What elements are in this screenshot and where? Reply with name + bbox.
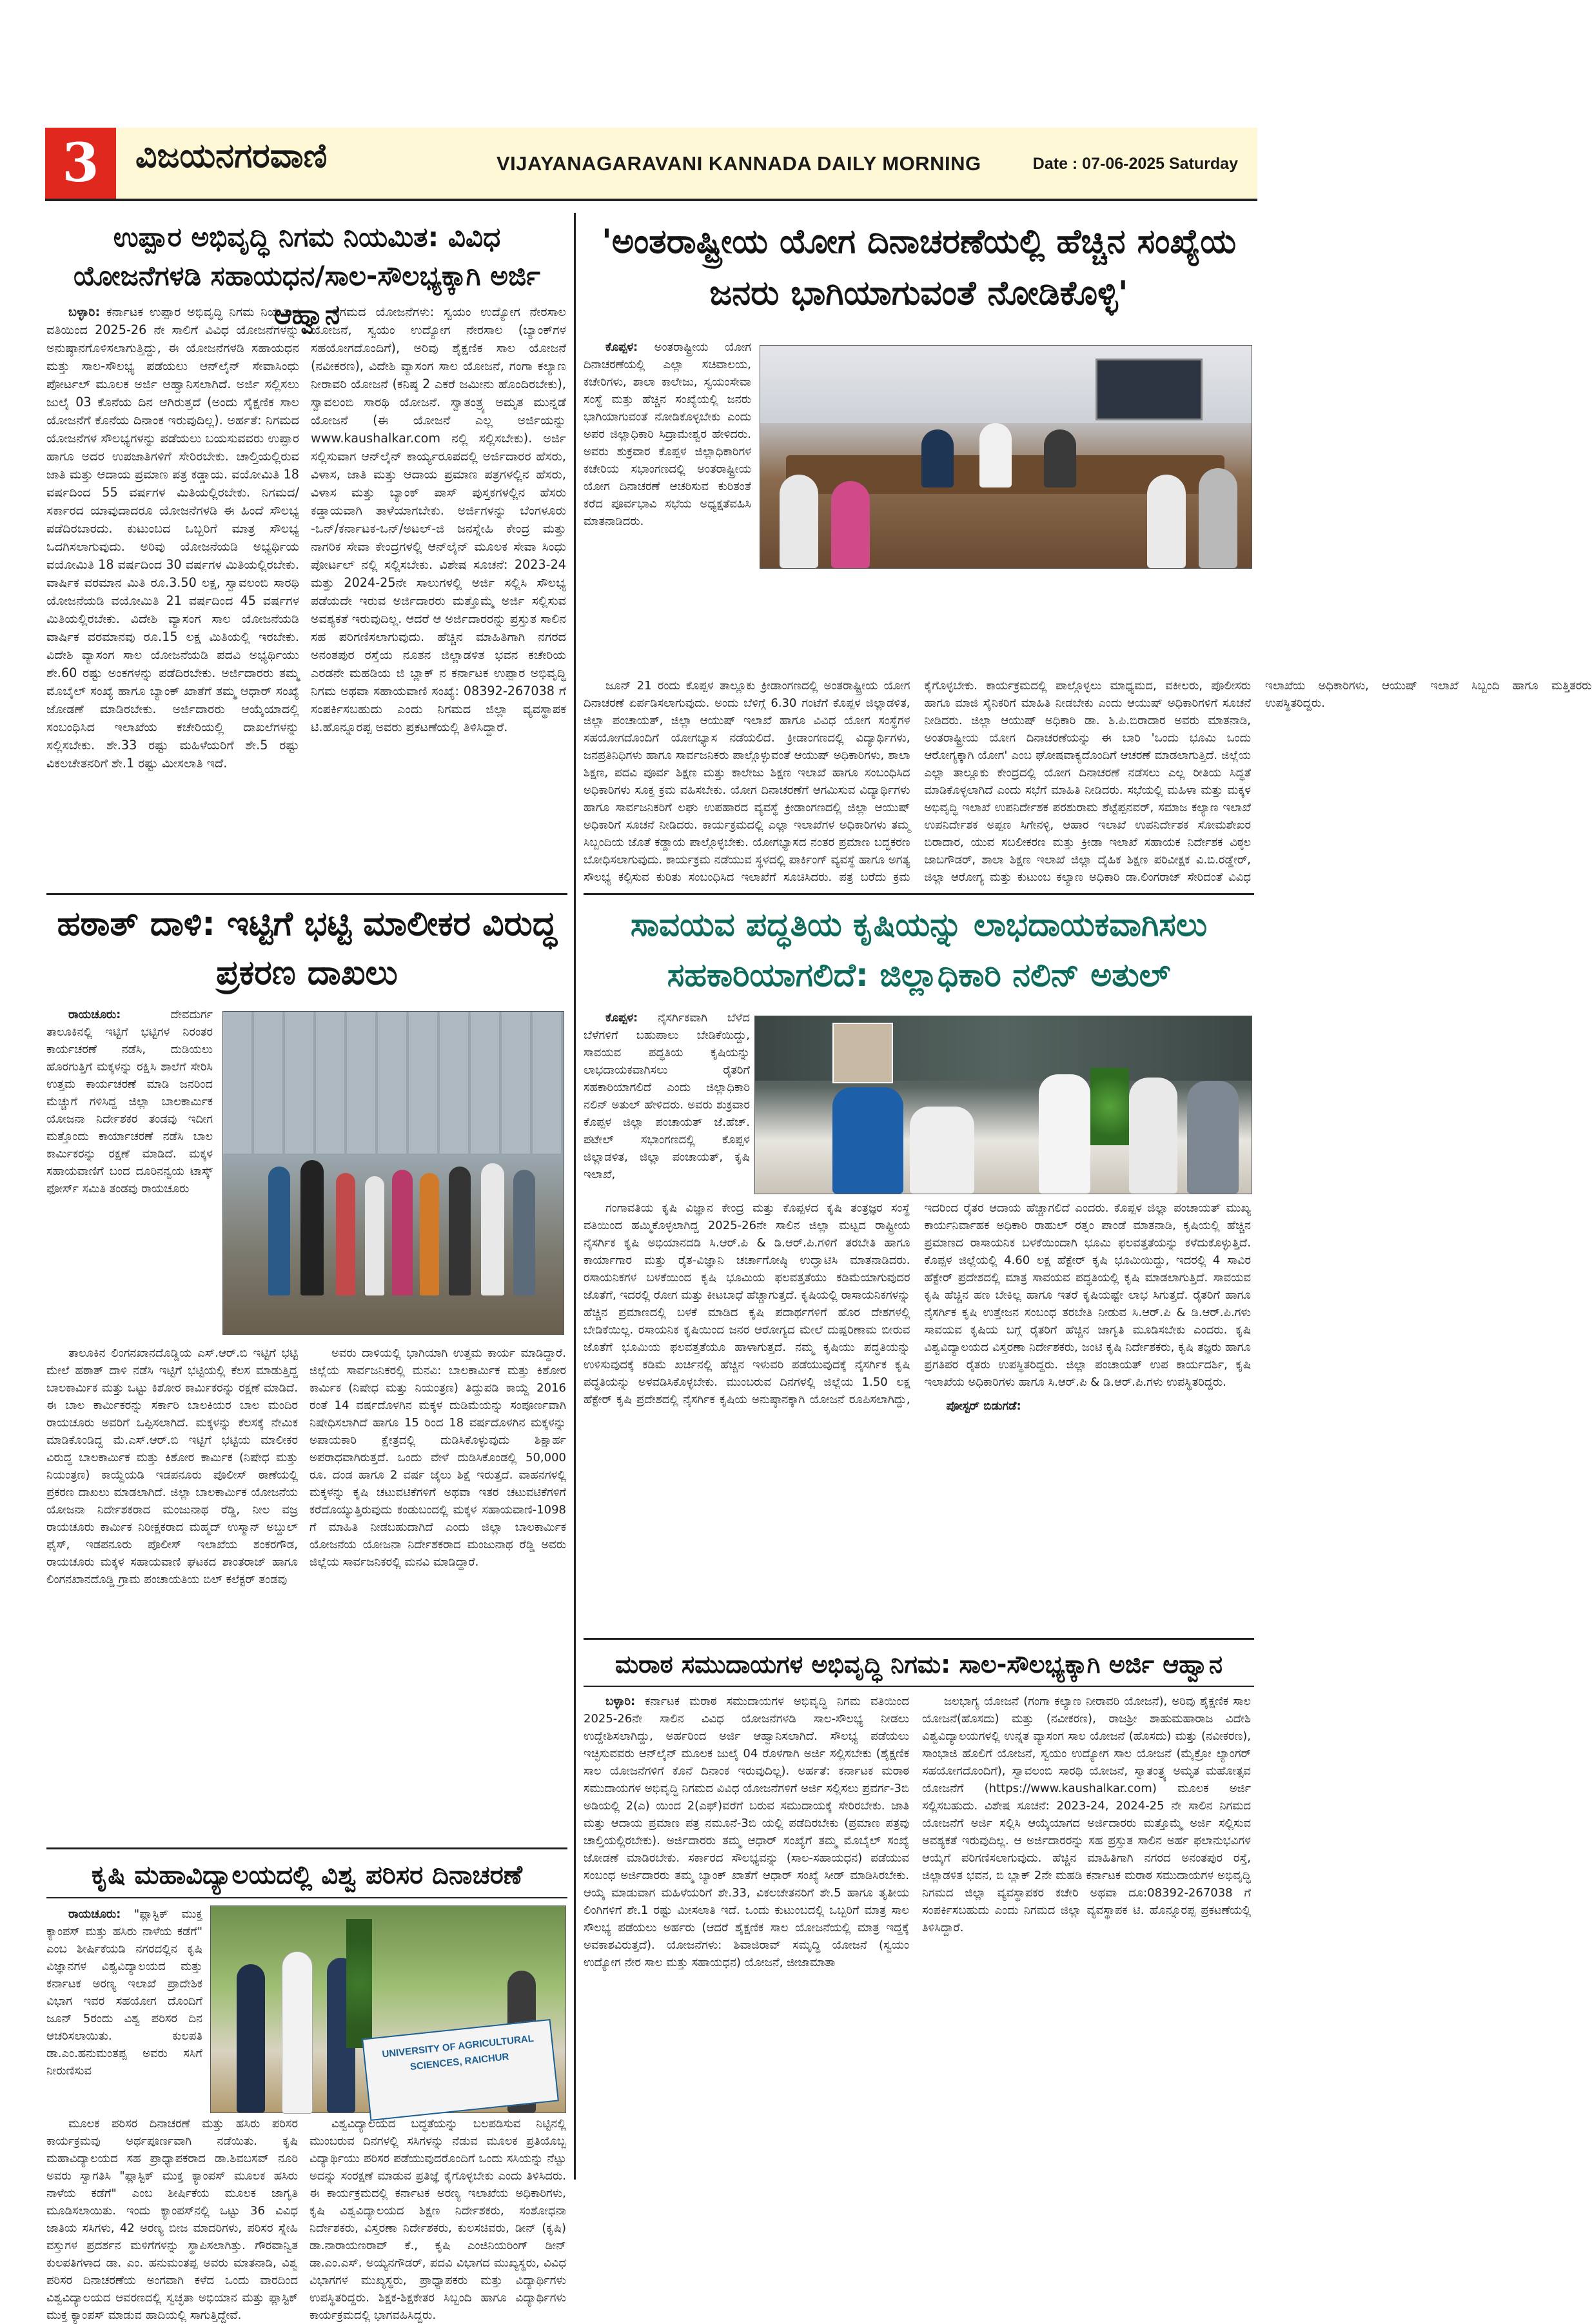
university-side	[46, 1905, 202, 2105]
upparu-text-2: ನಿಗಮದ ಯೋಜನೆಗಳು: ಸ್ವಯಂ ಉದ್ಯೋಗ ನೇರಸಾಲ ಯೋಜನೆ, ಸ್ವಯಂ ಉದ್ಯೋಗ ನೇರಸಾಲ (ಬ್ಯಾಂಕ್‌ಗಳ ಸಹಯೋಗದೊಂದಿಗೆ), ಅರಿವು ಶೈಕ್ಷಣಿಕ ಸಾಲ ಯೋಜನೆ (ನವೀಕರಣ), ವಿದೇಶಿ ವ್ಯಾಸಂಗ ಸಾಲ ಯೋಜನೆ, ಗಂಗಾ ಕಲ್ಯಾಣ ನೀರಾವರಿ ಯೋಜನೆ (ಕನಿಷ್ಠ 2 ಎಕರೆ ಜಮೀನು ಹೊಂದಿರಬೇಕು), ಸ್ವಾವಲಂಬಿ ಸಾರಥಿ ಯೋಜನೆ. ಸ್ವಾತಂತ್ರ್ಯ ಅಮೃತ ಮುನ್ನಡೆ ಯೋಜನೆ (ಈ ಯೋಜನೆ ಎಲ್ಲ ಅರ್ಜಿಯನ್ನು www.kaushalkar.com ನಲ್ಲಿ ಸಲ್ಲಿಸಬೇಕು). ಅರ್ಜಿ ಸಲ್ಲಿಸುವಾಗ ಆನ್‌ಲೈನ್ ಕಾರ್ಯ್ಯರೂಪದಲ್ಲಿ ಅರ್ಜಿದಾರರ ಹೆಸರು, ವಿಳಾಸ, ಜಾತಿ ಮತ್ತು ಆದಾಯ ಪ್ರಮಾಣ ಪತ್ರಗಳಲ್ಲಿನ ಹೆಸರು, ವಿಳಾಸ ಮತ್ತು ಬ್ಯಾಂಕ್ ಪಾಸ್ ಪುಸ್ತಕಗಳಲ್ಲಿನ ಹೆಸರು ಕಡ್ಡಾಯವಾಗಿ ತಾಳೆಯಾಗಬೇಕು. ಅರ್ಜಿಗಳನ್ನು ಬೆಂಗಳೂರು -ಒನ್/ಕರ್ನಾಟಕ-ಒನ್/ಅಟಲ್-ಜಿ ಜನಸ್ನೇಹಿ ಕೇಂದ್ರ ಮತ್ತು ನಾಗರಿಕ ಸೇವಾ ಕೇಂದ್ರಗಳಲ್ಲಿ ಆನ್‌ಲೈನ್ ಮೂಲಕ ಸೇವಾ ಸಿಂಧು ಪೋರ್ಟಲ್ ನಲ್ಲಿ ಸಲ್ಲಿಸಬೇಕು. ವಿಶೇಷ ಸೂಚನೆ: 2023-24 ಮತ್ತು 2024-25ನೇ ಸಾಲುಗಳಲ್ಲಿ ಅರ್ಜಿ ಸಲ್ಲಿಸಿ ಸೌಲಭ್ಯ ಪಡೆಯದೇ ಇರುವ ಅರ್ಜಿದಾರರು ಮತ್ತೊಮ್ಮೆ ಅರ್ಜಿ ಸಲ್ಲಿಸುವ ಅವಶ್ಯಕತೆ ಇರುವುದಿಲ್ಲ. ಆದರೆ ಆ ಅರ್ಜಿದಾರರನ್ನು ಪ್ರಸ್ತುತ ಸಾಲಿನ ಸಹ ಪರಿಗಣಿಸಲಾಗುವುದು. ಹೆಚ್ಚಿನ ಮಾಹಿತಿಗಾಗಿ ನಗರದ ಅನಂತಪುರ ರಸ್ತೆಯ ನೂತನ ಜಿಲ್ಲಾಡಳಿತ ಭವನ ಕಚೇರಿಯ ಎರಡನೇ ಮಹಡಿಯ ಜಿ ಬ್ಲಾಕ್ ನ ಕರ್ನಾಟಕ ಉಪ್ಪಾರ ಅಭಿವೃದ್ಧಿ ನಿಗಮ ಅಥವಾ ಸಹಾಯವಾಣಿ ಸಂಖ್ಯೆ: 08392-267038 ಗೆ ಸಂಪರ್ಕಿಸಬಹುದು ಎಂದು ನಿಗಮದ ಜಿಲ್ಲಾ ವ್ಯವಸ್ಥಾಪಕ ಟಿ.ಹೊನ್ನೂರಪ್ಪ ಅವರು ಪ್ರಕಟಣೆಯಲ್ಲಿ ತಿಳಿಸಿದ್ದಾರೆ.	[311, 304, 566, 734]
organic-photo-portrait	[832, 1023, 893, 1083]
organic-text-side: ನೈಸರ್ಗಿಕವಾಗಿ ಬೆಳೆದ ಬೆಳೆಗಳಿಗೆ ಬಹುಪಾಲು ಬೇಡಿಕೆಯಿದ್ದು, ಸಾವಯವ ಪದ್ಧತಿಯ ಕೃಷಿಯನ್ನು ಲಾಭದಾಯಕವಾಗಿಸಲು ರೈತರಿಗೆ ಸಹಕಾರಿಯಾಗಲಿದೆ ಎಂದು ಜಿಲ್ಲಾಧಿಕಾರಿ ನಲಿನ್ ಅತುಲ್ ಹೇಳಿದರು. ಅವರು ಶುಕ್ರವಾರ ಕೊಪ್ಪಳ ಜಿಲ್ಲಾ ಪಂಚಾಯತ್ ಜೆ.ಹೆಚ್. ಪಟೇಲ್ ಸಭಾಂಗಣದಲ್ಲಿ ಕೊಪ್ಪಳ ಜಿಲ್ಲಾಡಳಿತ, ಜಿಲ್ಲಾ ಪಂಚಾಯತ್, ಕೃಷಿ ಇಲಾಖೆ,	[584, 1011, 750, 1181]
yoga-photo-person	[921, 429, 954, 487]
organic-dateline: ಕೊಪ್ಪಳ:	[605, 1011, 638, 1025]
divider-maratha-head	[584, 1686, 1254, 1687]
yoga-dateline: ಕೊಪ್ಪಳ:	[605, 340, 638, 354]
university-photo	[210, 1905, 566, 2113]
maratha-col1	[584, 1693, 909, 2196]
kiln-dateline: ರಾಯಚೂರು:	[68, 1008, 121, 1021]
kiln-headline: ಹಠಾತ್ ದಾಳಿ: ಇಟ್ಟಿಗೆ ಭಟ್ಟಿ ಮಾಲೀಕರ ವಿರುದ್ಧ ಪ್ರಕರಣ ದಾಖಲು	[57, 905, 557, 992]
organic-photo-person	[832, 1087, 903, 1194]
yoga-headline: 'ಅಂತರಾಷ್ಟ್ರೀಯ ಯೋಗ ದಿನಾಚರಣೆಯಲ್ಲಿ ಹೆಚ್ಚಿನ ಸಂಖ್ಯೆಯ ಜನರು ಭಾಗಿಯಾಗುವಂತೆ ನೋಡಿಕೊಳ್ಳಿ'	[601, 222, 1237, 313]
university-text-under: ಮೂಲಕ ಪರಿಸರ ದಿನಾಚರಣೆ ಮತ್ತು ಹಸಿರು ಪರಿಸರ ಕಾರ್ಯಕ್ರಮವು ಅರ್ಥಪೂರ್ಣವಾಗಿ ನಡೆಯಿತು. ಕೃಷಿ ಮಹಾವಿದ್ಯಾಲಯದ ಸಹ ಪ್ರಾಧ್ಯಾಪಕರಾದ ಡಾ.ಶಿವಬಸವ್ ನೂರಿ ಅವರು ಸ್ವಾಗತಿಸಿ "ಪ್ಲಾಸ್ಟಿಕ್ ಮುಕ್ತ ಕ್ಯಾಂಪಸ್ ಮೂಲಕ ಹಸಿರು ನಾಳೆಯ ಕಡೆಗೆ" ಎಂಬ ಶೀರ್ಷಿಕೆಯ ಮೂಲಕ ಜಾಗೃತಿ ಮೂಡಿಸಲಾಯಿತು. ಇಂದು ಕ್ಯಾಂಪಸ್‌ನಲ್ಲಿ ಒಟ್ಟು 36 ವಿವಿಧ ಜಾತಿಯ ಸಸಿಗಳು, 42 ಅರಣ್ಯ ಬೀಜ ಮಾದರಿಗಳು, ಪರಿಸರ ಸ್ನೇಹಿ ವಸ್ತುಗಳ ಪ್ರದರ್ಶನ ಮಳಿಗೆಗಳನ್ನು ಸ್ಥಾಪಿಸಲಾಗಿತ್ತು. ಗೌರವಾನ್ವಿತ ಕುಲಪತಿಗಳಾದ ಡಾ. ಎಂ. ಹನುಮಂತಪ್ಪ ಅವರು ಮಾತನಾಡಿ, ವಿಶ್ವ ಪರಿಸರ ದಿನಾಚರಣೆಯ ಅಂಗವಾಗಿ ಕಳೆದ ಒಂದು ವಾರದಿಂದ ವಿಶ್ವವಿದ್ಯಾಲಯದ ಆವರಣದಲ್ಲಿ ಸ್ವಚ್ಛತಾ ಅಭಿಯಾನ ಮತ್ತು ಪ್ಲಾಸ್ಟಿಕ್ ಮುಕ್ತ ಕ್ಯಾಂಪಸ್ ಮಾಡುವ ಹಾದಿಯಲ್ಲಿ ಸಾಗುತ್ತಿದ್ದೇವೆ.	[46, 2117, 298, 2322]
kiln-photo-person	[481, 1163, 504, 1295]
university-photo-person	[237, 1964, 265, 2112]
upparu-col2	[311, 303, 566, 883]
kiln-side	[46, 1006, 213, 1341]
kiln-photo-person	[268, 1167, 290, 1295]
university-photo-plant	[346, 1919, 372, 2048]
divider-upparu	[46, 893, 567, 895]
upparu-col1	[46, 303, 299, 883]
masthead	[45, 128, 1257, 201]
yoga-under-photo	[760, 574, 1251, 677]
organic-photo-person	[1187, 1081, 1239, 1194]
organic-subhead: ಪೋಸ್ಟರ್ ಬಿಡುಗಡೆ:	[946, 1399, 1021, 1413]
brand-english: VIJAYANAGARAVANI KANNADA DAILY MORNING	[496, 152, 981, 175]
yoga-body	[584, 677, 1592, 890]
divider-yoga	[584, 893, 1254, 895]
column-divider	[574, 213, 576, 2180]
divider-organic	[584, 1638, 1254, 1640]
university-col1	[46, 2115, 298, 2322]
yoga-photo-person	[1147, 475, 1186, 568]
university-col2	[310, 2115, 566, 2322]
organic-body	[584, 1199, 1251, 1612]
yoga-text-body: ಜೂನ್ 21 ರಂದು ಕೊಪ್ಪಳ ತಾಲ್ಲೂಕು ಕ್ರೀಡಾಂಗಣದಲ್ಲಿ ಅಂತರಾಷ್ಟ್ರೀಯ ಯೋಗ ದಿನಾಚರಣೆ ಏರ್ಪಡಿಸಲಾಗುವುದು. ಅಂದು ಬೆಳಿಗ್ಗೆ 6.30 ಗಂಟೆಗೆ ಕೊಪ್ಪಳ ಜಿಲ್ಲಾಡಳಿತ, ಜಿಲ್ಲಾ ಪಂಚಾಯತ್, ಜಿಲ್ಲಾ ಆಯುಷ್ ಇಲಾಖೆ ಹಾಗೂ ವಿವಿಧ ಯೋಗ ಸಂಸ್ಥೆಗಳ ಸಹಯೋಗದೊಂದಿಗೆ ಯೋಗಭ್ಯಾಸ ನಡೆಯಲಿದೆ. ಕ್ರೀಡಾಂಗಣದಲ್ಲಿ ವಿದ್ಯಾರ್ಥಿಗಳು, ಜನಪ್ರತಿನಿಧಿಗಳು ಹಾಗೂ ಸಾರ್ವಜನಿಕರು ಪಾಲ್ಗೊಳ್ಳುವಂತೆ ಆಯುಷ್ ಅಧಿಕಾರಿಗಳು, ಶಾಲಾ ಶಿಕ್ಷಣ, ಪದವಿ ಪೂರ್ವ ಶಿಕ್ಷಣ ಮತ್ತು ಕಾಲೇಜು ಶಿಕ್ಷಣ ಇಲಾಖೆ ಹಾಗೂ ಸಂಬಂಧಿಸಿದ ಅಧಿಕಾರಿಗಳು ಸೂಕ್ತ ಕ್ರಮ ವಹಿಸಬೇಕು. ಯೋಗ ದಿನಾಚರಣೆಗೆ ಆಗಮಿಸುವ ವಿದ್ಯಾರ್ಥಿಗಳು ಹಾಗೂ ಸಾರ್ವಜನಿಕರಿಗೆ ಲಘು ಉಪಹಾರದ ವ್ಯವಸ್ಥೆ ಕ್ರೀಡಾಂಗಣದಲ್ಲಿ ಜಿಲ್ಲಾ ಆಯುಷ್ ಅಧಿಕಾರಿಗೆ ಸೂಚನೆ ನೀಡಿದರು. ಕಾರ್ಯಕ್ರಮದಲ್ಲಿ ಎಲ್ಲಾ ಇಲಾಖೆಗಳ ಅಧಿಕಾರಿಗಳು ತಮ್ಮ ಸಿಬ್ಬಂದಿಯ ಜೊತೆ ಕಡ್ಡಾಯ ಪಾಲ್ಗೊಳ್ಳಬೇಕು. ಯೋಗಭ್ಯಾಸದ ನಂತರ ಪ್ರಮಾಣ ಬದ್ಧಕರಣ ಬೋಧಿಸಲಾಗುವುದು. ಕಾರ್ಯಕ್ರಮ ನಡೆಯುವ ಸ್ಥಳದಲ್ಲಿ ಪಾರ್ಕಿಂಗ್ ವ್ಯವಸ್ಥೆ ಹಾಗೂ ಅಗತ್ಯ ಸೌಲಭ್ಯ ಕಲ್ಪಿಸುವ ಕುರಿತು ಸಂಬಂಧಿಸಿದ ಇಲಾಖೆಗೆ ಸೂಚಿಸಿದರು. ಪತ್ರ ಬರೆದು ಕ್ರಮ ಕೈಗೊಳ್ಳಬೇಕು. ಕಾರ್ಯಕ್ರಮದಲ್ಲಿ ಪಾಲ್ಗೊಳ್ಳಲು ಮಾಧ್ಯಮದ, ವಕೀಲರು, ಪೊಲೀಸರು ಹಾಗೂ ಮಾಜಿ ಸೈನಿಕರಿಗೆ ಮಾಹಿತಿ ನೀಡಬೇಕು ಎಂದು ಆಯುಷ್ ಅಧಿಕಾರಿಗಳಿಗೆ ಸೂಚನೆ ನೀಡಿದರು. ಜಿಲ್ಲಾ ಆಯುಷ್ ಅಧಿಕಾರಿ ಡಾ. ಶಿ.ಪಿ.ಬಿರಾದಾರ ಅವರು ಮಾತನಾಡಿ, ಅಂತರಾಷ್ಟ್ರೀಯ ಯೋಗ ದಿನಾಚರಣೆಯನ್ನು ಈ ಬಾರಿ 'ಒಂದು ಭೂಮಿ ಒಂದು ಆರೋಗ್ಯಕ್ಕಾಗಿ ಯೋಗ' ಎಂಬ ಘೋಷವಾಕ್ಯದೊಂದಿಗೆ ಆಚರಣೆ ಮಾಡಲಾಗುತ್ತಿದೆ. ಜಿಲ್ಲೆಯ ಎಲ್ಲಾ ತಾಲ್ಲೂಕು ಕೇಂದ್ರದಲ್ಲಿ ಯೋಗ ದಿನಾಚರಣೆ ನಡೆಸಲು ಎಲ್ಲ ರೀತಿಯ ಸಿದ್ಧತೆ ಮಾಡಿಕೊಳ್ಳಲಾಗಿದೆ ಎಂದು ಸಭೆಗೆ ಮಾಹಿತಿ ನೀಡಿದರು. ಸಭೆಯಲ್ಲಿ ಮಹಿಳಾ ಮತ್ತು ಮಕ್ಕಳ ಅಭಿವೃದ್ಧಿ ಇಲಾಖೆ ಉಪನಿರ್ದೇಶಕ ಪರಶುರಾಮ ಶೆಟ್ಟೆಪ್ಪನವರ್, ಸಮಾಜ ಕಲ್ಯಾಣ ಇಲಾಖೆ ಉಪನಿರ್ದೇಶಕ ಅಪ್ಪಣ ಸಿಗೇನಳ್ಳಿ, ಆಹಾರ ಇಲಾಖೆ ಉಪನಿರ್ದೇಶಕ ಸೋಮಶೇಖರ ಬಿರಾದಾರ, ಯುವ ಸಬಲೀಕರಣ ಮತ್ತು ಕ್ರೀಡಾ ಇಲಾಖೆ ಸಹಾಯಕ ನಿರ್ದೇಶಕ ವಿಠ್ಠಲ ಜಾಬಗೌಡರ್, ಶಾಲಾ ಶಿಕ್ಷಣ ಇಲಾಖೆ ಜಿಲ್ಲಾ ದೈಹಿಕ ಶಿಕ್ಷಣ ಪರಿವೀಕ್ಷಕ ವಿ.ಬಿ.ರಡ್ಡೇರ್, ಜಿಲ್ಲಾ ಆರೋಗ್ಯ ಮತ್ತು ಕುಟುಂಬ ಕಲ್ಯಾಣ ಅಧಿಕಾರಿ ಡಾ.ಲಿಂಗರಾಜ್ ಸೇರಿದಂತೆ ವಿವಿಧ ಇಲಾಖೆಯ ಅಧಿಕಾರಿಗಳು, ಆಯುಷ್ ಇಲಾಖೆ ಸಿಬ್ಬಂದಿ ಹಾಗೂ ಮತ್ತಿತರರು ಉಪಸ್ಥಿತರಿದ್ದರು.	[584, 679, 1592, 884]
university-photo-person	[282, 1951, 313, 2114]
kiln-col1	[46, 1344, 298, 1841]
maratha-text-2: ಜಲಭಾಗ್ಯ ಯೋಜನೆ (ಗಂಗಾ ಕಲ್ಯಾಣ ನೀರಾವರಿ ಯೋಜನೆ), ಅರಿವು ಶೈಕ್ಷಣಿಕ ಸಾಲ ಯೋಜನೆ(ಹೊಸದು) ಮತ್ತು (ನವೀಕರಣ), ರಾಜಶ್ರೀ ಶಾಹುಮಹಾರಾಜ ವಿದೇಶಿ ವಿಶ್ವವಿದ್ಯಾಲಯಗಳಲ್ಲಿ ಉನ್ನತ ವ್ಯಾಸಂಗ ಸಾಲ ಯೋಜನೆ (ಹೊಸದು) ಮತ್ತು (ನವೀಕರಣ), ಸಾಂಭಾಜಿ ಹೊಲಿಗೆ ಯೋಜನೆ, ಸ್ವಯಂ ಉದ್ಯೋಗ ಸಾಲ ಯೋಜನೆ (ಮೈಕ್ರೋ ಲ್ಯಾಂಗರ್ ಸಹಯೋಗದೊಂದಿಗೆ), ಸ್ವಾವಲಂಬಿ ಸಾರಥಿ ಯೋಜನೆ, ಸ್ವಾತಂತ್ರ್ಯ ಅಮೃತ ಮಹೋತ್ಸವ ಯೋಜನೆಗೆ (https://www.kaushalkar.com) ಮೂಲಕ ಅರ್ಜಿ ಸಲ್ಲಿಸಬಹುದು. ವಿಶೇಷ ಸೂಚನೆ: 2023-24, 2024-25 ನೇ ಸಾಲಿನ ನಿಗಮದ ಯೋಜನೆಗೆ ಅರ್ಜಿ ಸಲ್ಲಿಸಿ ಆಯ್ಕೆಯಾಗದ ಅರ್ಜಿದಾರರು ಮತ್ತೊಮ್ಮೆ ಅರ್ಜಿ ಸಲ್ಲಿಸುವ ಅವಶ್ಯಕತೆ ಇರುವುದಿಲ್ಲ. ಆ ಅರ್ಜಿದಾರರನ್ನು ಸಹ ಪ್ರಸ್ತುತ ಸಾಲಿನ ಅರ್ಹ ಫಲಾನುಭವಿಗಳ ಆಯ್ಕೆಗೆ ಪರಿಗಣಿಸಲಾಗುವುದು. ಹೆಚ್ಚಿನ ಮಾಹಿತಿಗಾಗಿ ನಗರದ ಅನಂತಪುರ ರಸ್ತೆ, ಜಿಲ್ಲಾಡಳಿತ ಭವನ, ಬಿ ಬ್ಲಾಕ್ 2ನೇ ಮಹಡಿ ಕರ್ನಾಟಕ ಮರಾಠ ಸಮುದಾಯಗಳ ಅಭಿವೃದ್ಧಿ ನಿಗಮದ ಜಿಲ್ಲಾ ವ್ಯವಸ್ಥಾಪಕರ ಕಚೇರಿ ಅಥವಾ ದೂ:08392-267038 ಗೆ ಸಂಪರ್ಕಿಸಬಹುದು ಎಂದು ನಿಗಮದ ಜಿಲ್ಲಾ ವ್ಯವಸ್ಥಾಪಕ ಟಿ. ಹೊನ್ನೂರಪ್ಪ ಪ್ರಕಟಣೆಯಲ್ಲಿ ತಿಳಿಸಿದ್ದಾರೆ.	[922, 1695, 1251, 1935]
divider-university-head	[46, 1897, 567, 1898]
university-dateline: ರಾಯಚೂರು:	[68, 1907, 121, 1921]
kiln-photo	[222, 1011, 564, 1335]
yoga-text-intro: ಅಂತರಾಷ್ಟ್ರೀಯ ಯೋಗ ದಿನಾಚರಣೆಯಲ್ಲಿ ಎಲ್ಲಾ ಸಚಿವಾಲಯ, ಕಚೇರಿಗಳು, ಶಾಲಾ ಕಾಲೇಜು, ಸ್ವಯಂಸೇವಾ ಸಂಸ್ಥೆ ಮತ್ತು ಹೆಚ್ಚಿನ ಸಂಖ್ಯೆಯಲ್ಲಿ ಜನರು ಭಾಗಿಯಾಗುವಂತೆ ನೋಡಿಕೊಳ್ಳಬೇಕು ಎಂದು ಅಪರ ಜಿಲ್ಲಾಧಿಕಾರಿ ಸಿದ್ರಾಮೇಶ್ವರ ಹೇಳಿದರು. ಅವರು ಶುಕ್ರವಾರ ಕೊಪ್ಪಳ ಜಿಲ್ಲಾಧಿಕಾರಿಗಳ ಕಚೇರಿಯ ಸಭಾಂಗಣದಲ್ಲಿ ಅಂತರಾಷ್ಟ್ರೀಯ ಯೋಗ ದಿನಾಚರಣೆ ಆಚರಿಸುವ ಕುರಿತಂತೆ ಕರೆದ ಪೂರ್ವಭಾವಿ ಸಭೆಯ ಅಧ್ಯಕ್ಷತೆವಹಿಸಿ ಮಾತನಾಡಿದರು.	[584, 340, 751, 528]
kiln-text-side: ದೇವದುರ್ಗ ತಾಲೂಕಿನಲ್ಲಿ ಇಟ್ಟಿಗೆ ಭಟ್ಟಿಗಳ ನಿರಂತರ ಕಾರ್ಯಚರಣೆ ನಡೆಸಿ, ದುಡಿಯಲು ಹೊರಗುತ್ತಿಗೆ ಮಕ್ಕಳನ್ನು ರಕ್ಷಿಸಿ ಶಾಲೆಗೆ ಸೇರಿಸಿ ಉತ್ತಮ ಕಾರ್ಯಚರಣೆ ಮಾಡಿ ಜನರಿಂದ ಮೆಚ್ಚುಗೆ ಗಳಿಸಿದ್ದ ಜಿಲ್ಲಾ ಬಾಲಕಾರ್ಮಿಕ ಯೋಜನಾ ನಿರ್ದೇಶಕರ ತಂಡವು ಇದೀಗ ಮತ್ತೊಂದು ಕಾರ್ಯಾಚರಣೆ ನಡೆಸಿ ಬಾಲ ಕಾರ್ಮಿಕರನ್ನು ರಕ್ಷಣೆ ಮಾಡಿದೆ. ಮಕ್ಕಳ ಸಹಾಯವಾಣಿಗೆ ಬಂದ ದೂರಿನನ್ವಯ ಟಾಸ್ಕ್ ಫೋರ್ಸ್ ಸಮಿತಿ ತಂಡವು ರಾಯಚೂರು	[46, 1008, 213, 1196]
kiln-photo-person	[336, 1173, 355, 1295]
kiln-text-under: ತಾಲೂಕಿನ ಲಿಂಗನಖಾನದೊಡ್ಡಿಯ ಎಸ್.ಆರ್.ಬಿ ಇಟ್ಟಿಗೆ ಭಟ್ಟಿ ಮೇಲೆ ಹಠಾತ್ ದಾಳಿ ನಡೆಸಿ ಇಟ್ಟಿಗೆ ಭಟ್ಟಿಯಲ್ಲಿ ಕೆಲಸ ಮಾಡುತ್ತಿದ್ದ ಬಾಲಕಾರ್ಮಿಕ ಮತ್ತು ಒಟ್ಟು ಕಿಶೋರ ಕಾರ್ಮಿಕರನ್ನು ರಕ್ಷಣೆ ಮಾಡಿದೆ. ಈ ಬಾಲ ಕಾರ್ಮಿಕರನ್ನು ಸರ್ಕಾರಿ ಬಾಲಕಿಯರ ಬಾಲ ಮಂದಿರ ರಾಯಚೂರು ಅವರಿಗೆ ಒಪ್ಪಿಸಲಾಗಿದೆ. ಮಕ್ಕಳನ್ನು ಕೆಲಸಕ್ಕೆ ನೇಮಿಕ ಮಾಡಿಕೊಂಡಿದ್ದ ಮೆ.ಎಸ್.ಆರ್.ಬಿ ಇಟ್ಟಿಗೆ ಭಟ್ಟಿಯ ಮಾಲೀಕರ ವಿರುದ್ಧ ಬಾಲಕಾರ್ಮಿಕ ಮತ್ತು ಕಿಶೋರ ಕಾರ್ಮಿಕ (ನಿಷೇಧ ಮತ್ತು ನಿಯಂತ್ರಣ) ಕಾಯ್ದೆಯಡಿ ಇಡಪನೂರು ಪೊಲೀಸ್ ಠಾಣೆಯಲ್ಲಿ ಪ್ರಕರಣ ದಾಖಲು ಮಾಡಲಾಗಿದೆ. ಜಿಲ್ಲಾ ಬಾಲಕಾರ್ಮಿಕ ಯೋಜನೆಯ ಯೋಜನಾ ನಿರ್ದೇಶಕರಾದ ಮಂಜುನಾಥ ರೆಡ್ಡಿ, ನೀಲ ವಜ್ರ ರಾಯಚೂರು ಕಾರ್ಮಿಕ ನಿರೀಕ್ಷಕರಾದ ಮಹ್ಮದ್ ಉಸ್ಮಾನ್ ಅಬ್ದುಲ್ ಫೈಸ್, ಇಡಪನೂರು ಪೊಲೀಸ್ ಇಲಾಖೆಯ ಶಂಕರಗೌಡ, ರಾಯಚೂರು ಮಕ್ಕಳ ಸಹಾಯವಾಣಿ ಘಟಕದ ಶಾಂತರಾಜ್ ಹಾಗೂ ಲಿಂಗನಖಾನದೊಡ್ಡಿ ಗ್ರಾಮ ಪಂಚಾಯತಿಯ ಬಿಲ್ ಕಲೆಕ್ಟರ್ ತಂಡವು	[46, 1346, 298, 1586]
yoga-photo-person	[979, 423, 1012, 487]
yoga-side	[584, 339, 751, 674]
kiln-photo-person	[365, 1176, 384, 1295]
upparu-dateline: ಬಳ್ಳಾರಿ:	[68, 304, 101, 319]
kiln-photo-person	[392, 1170, 413, 1295]
kiln-photo-roof	[223, 1012, 564, 1154]
organic-headline: ಸಾವಯವ ಪದ್ಧತಿಯ ಕೃಷಿಯನ್ನು ಲಾಭದಾಯಕವಾಗಿಸಲು ಸಹಕಾರಿಯಾಗಲಿದೆ: ಜಿಲ್ಲಾಧಿಕಾರಿ ನಲಿನ್ ಅತುಲ್	[630, 906, 1208, 994]
university-text-right: ವಿಶ್ವವಿದ್ಯಾಲಯದ ಬದ್ಧತೆಯನ್ನು ಬಲಪಡಿಸುವ ನಿಟ್ಟಿನಲ್ಲಿ ಮುಂಬರುವ ದಿನಗಳಲ್ಲಿ ಸಸಿಗಳನ್ನು ನೆಡುವ ಮೂಲಕ ಪ್ರತಿಯೊಬ್ಬ ವಿದ್ಯಾರ್ಥಿಯು ಪರಿಸರ ಪಡೆಯುವುದರೊಂದಿಗೆ ಒಂದು ಸಸಿಯನ್ನು ನೆಟ್ಟು ಅದನ್ನು ಸಂರಕ್ಷಣೆ ಮಾಡುವ ಪ್ರತಿಜ್ಞೆ ಕೈಗೊಳ್ಳಬೇಕು ಎಂದು ತಿಳಿಸಿದರು. ಈ ಕಾರ್ಯಕ್ರಮದಲ್ಲಿ ಕರ್ನಾಟಕ ಅರಣ್ಯ ಇಲಾಖೆಯ ಅಧಿಕಾರಿಗಳು, ಕೃಷಿ ವಿಶ್ವವಿದ್ಯಾಲಯದ ಶಿಕ್ಷಣ ನಿರ್ದೇಶಕರು, ಸಂಶೋಧನಾ ನಿರ್ದೇಶಕರು, ವಿಸ್ತರಣಾ ನಿರ್ದೇಶಕರು, ಕುಲಸಚಿವರು, ಡೀನ್ (ಕೃಷಿ) ಡಾ.ನಾರಾಯಣರಾವ್ ಕೆ., ಕೃಷಿ ಎಂಜಿನಿಯರಿಂಗ್ ಡೀನ್ ಡಾ.ಎಂ.ಎಸ್. ಅಯ್ಯನಗೌಡರ್, ಪದವಿ ವಿಭಾಗದ ಮುಖ್ಯಸ್ಥರು, ವಿವಿಧ ವಿಭಾಗಗಳ ಮುಖ್ಯಸ್ಥರು, ಪ್ರಾಧ್ಯಾಪಕರು ಮತ್ತು ವಿದ್ಯಾರ್ಥಿಗಳು ಉಪಸ್ಥಿತರಿದ್ದರು. ಶಿಕ್ಷಕ-ಶಿಕ್ಷಕೇತರ ಸಿಬ್ಬಂದಿ ಹಾಗೂ ವಿದ್ಯಾರ್ಥಿಗಳು ಕಾರ್ಯಕ್ರಮದಲ್ಲಿ ಭಾಗವಹಿಸಿದ್ದರು.	[310, 2117, 566, 2322]
yoga-photo-person	[1044, 429, 1076, 487]
yoga-photo-person	[1199, 468, 1237, 568]
kiln-photo-person	[300, 1160, 324, 1295]
organic-photo-backdrop	[755, 1016, 1252, 1081]
yoga-photo-person	[831, 481, 870, 568]
kiln-photo-person	[449, 1167, 471, 1295]
maratha-text-1: ಕರ್ನಾಟಕ ಮರಾಠ ಸಮುದಾಯಗಳ ಅಭಿವೃದ್ಧಿ ನಿಗಮ ವತಿಯಿಂದ 2025-26ನೇ ಸಾಲಿನ ವಿವಿಧ ಯೋಜನೆಗಳಡಿ ಸಾಲ-ಸೌಲಭ್ಯ ನೀಡಲು ಉದ್ದೇಶಿಸಲಾಗಿದ್ದು, ಅರ್ಹರಿಂದ ಅರ್ಜಿ ಆಹ್ವಾನಿಸಲಾಗಿದೆ. ಸೌಲಭ್ಯ ಪಡೆಯಲು ಇಚ್ಛಿಸುವವರು ಆನ್‌ಲೈನ್ ಮೂಲಕ ಜುಲೈ 04 ರೊಳಗಾಗಿ ಅರ್ಜಿ ಸಲ್ಲಿಸಬೇಕು (ಶೈಕ್ಷಣಿಕ ಸಾಲ ಯೋಜನೆಗಳಿಗೆ ಕೊನೆ ದಿನಾಂಕ ಇರುವುದಿಲ್ಲ). ಅರ್ಹತೆ: ಕರ್ನಾಟಕ ಮರಾಠ ಸಮುದಾಯಗಳ ಅಭಿವೃದ್ಧಿ ನಿಗಮದ ವಿವಿಧ ಯೋಜನೆಗಳಿಗೆ ಅರ್ಜಿ ಸಲ್ಲಿಸಲು ಪ್ರವರ್ಗ-3ಬಿ ಅಡಿಯಲ್ಲಿ 2(ಎ) ಯಿಂದ 2(ಎಫ್)ವರೆಗೆ ಬರುವ ಸಮುದಾಯಕ್ಕೆ ಸೇರಿರಬೇಕು. ಜಾತಿ ಮತ್ತು ಆದಾಯ ಪ್ರಮಾಣ ಪತ್ರ ನಮೂನೆ-3ಬಿ ಯಲ್ಲಿ ಪಡೆದಿರಬೇಕು (ಪ್ರಮಾಣ ಪತ್ರವು ಚಾಲ್ತಿಯಲ್ಲಿರಬೇಕು). ಅರ್ಜಿದಾರರು ತಮ್ಮ ಆಧಾರ್ ಸಂಖ್ಯೆಗೆ ತಮ್ಮ ಮೊಬೈಲ್ ಸಂಖ್ಯೆ ಜೋಡಣೆ ಮಾಡಿರಬೇಕು. ಸರ್ಕಾರದ ಸೌಲಭ್ಯವನ್ನು (ಸಾಲ-ಸಹಾಯಧನ) ಪಡೆಯುವ ಸಂಬಂಧ ಅರ್ಜಿದಾರರು ತಮ್ಮ ಬ್ಯಾಂಕ್ ಖಾತೆಗೆ ಆಧಾರ್ ಸಂಖ್ಯೆ ಸೀಡ್ ಮಾಡಿಸಿರಬೇಕು. ಆಯ್ಕೆ ಮಾಡುವಾಗ ಮಹಿಳೆಯರಿಗೆ ಶೇ.33, ವಿಕಲಚೇತನರಿಗೆ ಶೇ.5 ಹಾಗೂ ತೃತೀಯ ಲಿಂಗಿಗಳಿಗೆ ಶೇ.1 ರಷ್ಟು ಮೀಸಲಾತಿ ಇದೆ. ಒಂದು ಕುಟುಂಬದಲ್ಲಿ ಒಬ್ಬರಿಗೆ ಮಾತ್ರ ಸಾಲ ಸೌಲಭ್ಯ ಪಡೆಯಲು ಅರ್ಹರು (ಆದರೆ ಶೈಕ್ಷಣಿಕ ಸಾಲ ಯೋಜನೆಯಲ್ಲಿ ಮಾತ್ರ ಇದ್ದಕ್ಕೆ ಅವಕಾಶವಿರುತ್ತದೆ). ಯೋಜನೆಗಳು: ಶಿವಾಜಿರಾವ್ ಸಮೃದ್ಧಿ ಯೋಜನೆ (ಸ್ವಯಂ ಉದ್ಯೋಗ ನೇರ ಸಾಲ ಮತ್ತು ಸಹಾಯಧನ) ಯೋಜನೆ, ಜೀಜಾಮಾತಾ	[584, 1695, 910, 1969]
page-number: 3	[45, 128, 116, 199]
organic-photo-plant	[1090, 1068, 1129, 1145]
university-headline: ಕೃಷಿ ಮಹಾವಿದ್ಯಾಲಯದಲ್ಲಿ ವಿಶ್ವ ಪರಿಸರ ದಿನಾಚರಣೆ	[92, 1860, 522, 1890]
maratha-col2	[922, 1693, 1251, 2196]
brand-kannada: ವಿಜಯನಗರವಾಣಿ	[135, 137, 328, 175]
university-text-side: "ಪ್ಲಾಸ್ಟಿಕ್ ಮುಕ್ತ ಕ್ಯಾಂಪಸ್ ಮತ್ತು ಹಸಿರು ನಾಳೆಯ ಕಡೆಗೆ" ಎಂಬ ಶೀರ್ಷಿಕೆಯಡಿ ನಗರದಲ್ಲಿನ ಕೃಷಿ ವಿಜ್ಞಾನಗಳ ವಿಶ್ವವಿದ್ಯಾಲಯದ ಮತ್ತು ಕರ್ನಾಟಕ ಅರಣ್ಯ ಇಲಾಖೆ ಪ್ರಾದೇಶಿಕ ವಿಭಾಗ ಇವರ ಸಹಯೋಗ ದೊಂದಿಗೆ ಜೂನ್ 5ರಂದು ವಿಶ್ವ ಪರಿಸರ ದಿನ ಆಚರಿಸಲಾಯಿತು. ಕುಲಪತಿ ಡಾ.ಎಂ.ಹನುಮಂತಪ್ಪ ಅವರು ಸಸಿಗೆ ನೀರುಣಿಸುವ	[46, 1907, 202, 2078]
kiln-text-right: ಅವರು ದಾಳಿಯಲ್ಲಿ ಭಾಗಿಯಾಗಿ ಉತ್ತಮ ಕಾರ್ಯ ಮಾಡಿದ್ದಾರೆ. ಜಿಲ್ಲೆಯ ಸಾರ್ವಜನಿಕರಲ್ಲಿ ಮನವಿ: ಬಾಲಕಾರ್ಮಿಕ ಮತ್ತು ಕಿಶೋರ ಕಾರ್ಮಿಕ (ನಿಷೇಧ ಮತ್ತು ನಿಯಂತ್ರಣ) ತಿದ್ದುಪಡಿ ಕಾಯ್ದೆ 2016 ರಂತೆ 14 ವರ್ಷದೊಳಗಿನ ಮಕ್ಕಳ ದುಡಿಮೆಯನ್ನು ಸಂಪೂರ್ಣವಾಗಿ ನಿಷೇಧಿಸಲಾಗಿದೆ ಹಾಗೂ 15 ರಿಂದ 18 ವರ್ಷದೊಳಗಿನ ಮಕ್ಕಳನ್ನು ಅಪಾಯಕಾರಿ ಕ್ಷೇತ್ರದಲ್ಲಿ ದುಡಿಸಿಕೊಳ್ಳುವುದು ಶಿಕ್ಷಾರ್ಹ ಅಪರಾಧವಾಗಿರುತ್ತದೆ. ಒಂದು ವೇಳೆ ದುಡಿಸಿಕೊಂಡಲ್ಲಿ 50,000 ರೂ. ದಂಡ ಹಾಗೂ 2 ವರ್ಷ ಜೈಲು ಶಿಕ್ಷೆ ಇರುತ್ತದೆ. ವಾಹನಗಳಲ್ಲಿ ಮಕ್ಕಳನ್ನು ಕೃಷಿ ಚಟುವಟಿಕೆಗಳಿಗೆ ಅಥವಾ ಇತರ ಚಟುವಟಿಕೆಗಳಿಗೆ ಕರೆದೊಯ್ಯುತ್ತಿರುವುದು ಕಂಡುಬಂದಲ್ಲಿ ಮಕ್ಕಳ ಸಹಾಯವಾಣಿ-1098 ಗೆ ಮಾಹಿತಿ ನೀಡಬಹುದಾಗಿದೆ ಎಂದು ಜಿಲ್ಲಾ ಬಾಲಕಾರ್ಮಿಕ ಯೋಜನೆಯ ಯೋಜನಾ ನಿರ್ದೇಶಕರಾದ ಮಂಜುನಾಥ ರೆಡ್ಡಿ ಅವರು ಜಿಲ್ಲೆಯ ಸಾರ್ವಜನಿಕರಲ್ಲಿ ಮನವಿ ಮಾಡಿದ್ದಾರೆ.	[310, 1346, 566, 1569]
divider-kiln	[46, 1847, 567, 1849]
yoga-photo-person	[780, 475, 818, 568]
kiln-photo-person	[513, 1170, 535, 1295]
kiln-col2	[310, 1344, 566, 1841]
kiln-photo-person	[420, 1173, 439, 1295]
organic-photo-person	[1129, 1078, 1177, 1194]
upparu-text-1: ಕರ್ನಾಟಕ ಉಪ್ಪಾರ ಅಭಿವೃದ್ಧಿ ನಿಗಮ ನಿಯಮಿತ ವತಿಯಿಂದ 2025-26 ನೇ ಸಾಲಿಗೆ ವಿವಿಧ ಯೋಜನೆಗಳನ್ನು ಅನುಷ್ಠಾನಗೊಳಿಸಲಾಗುತ್ತಿದ್ದು, ಈ ಯೋಜನೆಗಳಡಿ ಸಹಾಯಧನ ಮತ್ತು ಸಾಲ-ಸೌಲಭ್ಯ ಪಡೆಯಲು ಆನ್‌ಲೈನ್ ಸೇವಾಸಿಂಧು ಪೋರ್ಟಲ್ ಮೂಲಕ ಅರ್ಜಿ ಆಹ್ವಾನಿಸಲಾಗಿದೆ. ಅರ್ಜಿ ಸಲ್ಲಿಸಲು ಜುಲೈ 03 ಕೊನೆಯ ದಿನ ಆಗಿರುತ್ತದೆ (ಅಂದು ಸೈಕ್ಷಣಿಕ ಸಾಲ ಯೋಜನೆಗೆ ಕೊನೆಯ ದಿನಾಂಕ ಇರುವುದಿಲ್ಲ). ಅರ್ಹತೆ: ನಿಗಮದ ಯೋಜನೆಗಳ ಸೌಲಭ್ಯಗಳನ್ನು ಪಡೆಯಲು ಬಯಸುವವರು ಉಪ್ಪಾರ ಹಾಗೂ ಅದರ ಉಪಜಾತಿಗಳಿಗೆ ಸೇರಿರಬೇಕು. ಚಾಲ್ತಿಯಲ್ಲಿರುವ ಜಾತಿ ಮತ್ತು ಆದಾಯ ಪ್ರಮಾಣ ಪತ್ರ ಕಡ್ಡಾಯ. ವಯೋಮಿತಿ 18 ವರ್ಷದಿಂದ 55 ವರ್ಷಗಳ ಮಿತಿಯಲ್ಲಿರಬೇಕು. ನಿಗಮದ/ಸರ್ಕಾರದ ಯಾವುದಾದರೂ ಯೋಜನೆಗಳಡಿ ಈ ಹಿಂದೆ ಸೌಲಭ್ಯ ಪಡೆದಿರಬಾರದು. ಕುಟುಂಬದ ಒಬ್ಬರಿಗೆ ಮಾತ್ರ ಸೌಲಭ್ಯ ಒದಗಿಸಲಾಗುವುದು. ಅರಿವು ಯೋಜನೆಯಡಿ ಅಭ್ಯರ್ಥಿಯ ವಯೋಮಿತಿ 18 ವರ್ಷದಿಂದ 30 ವರ್ಷಗಳ ಮಿತಿಯಲ್ಲಿರಬೇಕು. ವಾರ್ಷಿಕ ವರಮಾನ ಮಿತಿ ರೂ.3.50 ಲಕ್ಷ, ಸ್ವಾವಲಂಬಿ ಸಾರಥಿ ಯೋಜನೆಯಡಿ ವಯೋಮಿತಿ 21 ವರ್ಷದಿಂದ 45 ವರ್ಷಗಳ ಮಿತಿಯಲ್ಲಿರಬೇಕು. ವಿದೇಶಿ ವ್ಯಾಸಂಗ ಸಾಲ ಯೋಜನೆಯಡಿ ವಾರ್ಷಿಕ ವರಮಾನವು ರೂ.15 ಲಕ್ಷ ಮಿತಿಯಲ್ಲಿ ಇರಬೇಕು. ವಿದೇಶಿ ವ್ಯಾಸಂಗ ಸಾಲ ಯೋಜನೆಯಡಿ ಪದವಿ ಅಭ್ಯರ್ಥಿಯು ಶೇ.60 ರಷ್ಟು ಅಂಕಗಳನ್ನು ಪಡೆದಿರಬೇಕು. ಅರ್ಜಿದಾರರು ತಮ್ಮ ಮೊಬೈಲ್ ಸಂಖ್ಯೆ ಹಾಗೂ ಬ್ಯಾಂಕ್ ಖಾತೆಗೆ ತಮ್ಮ ಆಧಾರ್ ಸಂಖ್ಯೆ ಜೋಡಣೆ ಮಾಡಿರಬೇಕು. ಅರ್ಜಿದಾರರು ಆಯ್ಕೆಯಾದಲ್ಲಿ ಸಂಬಂಧಿಸಿದ ಇಲಾಖೆಯ ಕಚೇರಿಯಲ್ಲಿ ದಾಖಲೆಗಳನ್ನು ಸಲ್ಲಿಸಬೇಕು. ಶೇ.33 ರಷ್ಟು ಮಹಿಳೆಯರಿಗೆ ಶೇ.5 ರಷ್ಟು ವಿಕಲಚೇತನರಿಗೆ ಶೇ.1 ರಷ್ಟು ಮೀಸಲಾತಿ ಇದೆ.	[46, 304, 299, 771]
organic-photo-person	[910, 1107, 974, 1194]
maratha-headline: ಮರಾಠ ಸಮುದಾಯಗಳ ಅಭಿವೃದ್ಧಿ ನಿಗಮ: ಸಾಲ-ಸೌಲಭ್ಯಕ್ಕಾಗಿ ಅರ್ಜಿ ಆಹ್ವಾನ	[615, 1650, 1223, 1679]
upparu-headline: ಉಪ್ಪಾರ ಅಭಿವೃದ್ಧಿ ನಿಗಮ ನಿಯಮಿತ: ವಿವಿಧ ಯೋಜನೆಗಳಡಿ ಸಹಾಯಧನ/ಸಾಲ-ಸೌಲಭ್ಯಕ್ಕಾಗಿ ಅರ್ಜಿ ಆಹ್ವಾನ	[74, 221, 540, 330]
organic-photo-person	[1039, 1074, 1090, 1194]
yoga-photo-screen	[1096, 359, 1203, 420]
organic-photo	[754, 1016, 1252, 1194]
issue-date: Date : 07-06-2025 Saturday	[1032, 155, 1238, 173]
maratha-dateline: ಬಳ್ಳಾರಿ:	[605, 1695, 636, 1708]
university-banner: UNIVERSITY OF AGRICULTURAL SCIENCES, RAICHUR	[362, 2019, 559, 2121]
yoga-photo	[760, 345, 1252, 569]
organic-text-body: ಗಂಗಾವತಿಯ ಕೃಷಿ ವಿಜ್ಞಾನ ಕೇಂದ್ರ ಮತ್ತು ಕೊಪ್ಪಳದ ಕೃಷಿ ತಂತ್ರಜ್ಞರ ಸಂಸ್ಥೆ ವತಿಯಿಂದ ಹಮ್ಮಿಕೊಳ್ಳಲಾಗಿದ್ದ 2025-26ನೇ ಸಾಲಿನ ಜಿಲ್ಲಾ ಮಟ್ಟದ ರಾಷ್ಟ್ರೀಯ ನೈಸರ್ಗಿಕ ಕೃಷಿ ಅಭಿಯಾನದಡಿ ಸಿ.ಆರ್.ಪಿ & ಡಿ.ಆರ್.ಪಿ.ಗಳಿಗೆ ತರಬೇತಿ ಹಾಗೂ ಕಾರ್ಯಾಗಾರ ಮತ್ತು ರೈತ-ವಿಜ್ಞಾನಿ ಚರ್ಚಾಗೋಷ್ಠಿ ಉದ್ಘಾಟಿಸಿ ಮಾತನಾಡಿದರು. ರಸಾಯನಿಕಗಳ ಬಳಕೆಯಿಂದ ಕೃಷಿ ಭೂಮಿಯ ಫಲವತ್ತತೆಯು ಕಡಿಮೆಯಾಗುವುದರ ಜೊತೆಗೆ, ಇದರಲ್ಲಿ ರೋಗ ಮತ್ತು ಕೀಟಬಾಧೆ ಹೆಚ್ಚಾಗುತ್ತದೆ. ಕೃಷಿಯಲ್ಲಿ ರಾಸಾಯನಿಕಗಳನ್ನು ಹೆಚ್ಚಿನ ಪ್ರಮಾಣದಲ್ಲಿ ಬಳಕೆ ಮಾಡಿದ ಕೃಷಿ ಪದಾರ್ಥಗಳಿಗೆ ಹೊರ ದೇಶಗಳಲ್ಲಿ ಬೇಡಿಕೆಯಿಲ್ಲ. ರಸಾಯನಿಕ ಕೃಷಿಯಿಂದ ಜನರ ಆರೋಗ್ಯದ ಮೇಲೆ ದುಷ್ಪರಿಣಾಮ ಬೀರುವ ಜೊತೆಗೆ ಭೂಮಿಯ ಫಲವತ್ತತೆಯೂ ಹಾಳಾಗುತ್ತದೆ. ನಮ್ಮ ಕೃಷಿಯು ಪದ್ಧತಿಯನ್ನು ಉಳಿಸುವುದಕ್ಕೆ ಕಡಿಮೆ ಖರ್ಚಿನಲ್ಲಿ ಹೆಚ್ಚಿನ ಇಳುವರಿ ಪಡೆಯುವುದಕ್ಕೆ ನೈಸರ್ಗಿಕ ಕೃಷಿ ಪದ್ಧತಿಯನ್ನು ಅಳವಡಿಸಿಕೊಳ್ಳಬೇಕು. ಮುಂಬರುವ ದಿನಗಳಲ್ಲಿ ಜಿಲ್ಲೆಯ 1.50 ಲಕ್ಷ ಹೆಕ್ಟೇರ್ ಕೃಷಿ ಪ್ರದೇಶದಲ್ಲಿ ನೈಸರ್ಗಿಕ ಕೃಷಿಯ ಅನುಷ್ಠಾನಕ್ಕಾಗಿ ಯೋಜನೆ ರೂಪಿಸಲಾಗಿದ್ದು, ಇದರಿಂದ ರೈತರ ಆದಾಯ ಹೆಚ್ಚಾಗಲಿದೆ ಎಂದರು. ಕೊಪ್ಪಳ ಜಿಲ್ಲಾ ಪಂಚಾಯತ್ ಮುಖ್ಯ ಕಾರ್ಯನಿರ್ವಾಹಕ ಅಧಿಕಾರಿ ರಾಹುಲ್ ರತ್ನಂ ಪಾಂಡೆ ಮಾತನಾಡಿ, ಕೃಷಿಯಲ್ಲಿ ಹೆಚ್ಚಿನ ಪ್ರಮಾಣದ ರಾಸಾಯನಿಕ ಬಳಕೆಯಿಂದಾಗಿ ಭೂಮಿ ಫಲವತ್ತತೆಯನ್ನು ಕಳೆದುಕೊಳ್ಳುತ್ತಿದೆ. ಕೊಪ್ಪಳ ಜಿಲ್ಲೆಯಲ್ಲಿ 4.60 ಲಕ್ಷ ಹೆಕ್ಟೇರ್ ಕೃಷಿ ಭೂಮಿಯಿದ್ದು, ಇದರಲ್ಲಿ 4 ಸಾವಿರ ಹೆಕ್ಟೇರ್ ಪ್ರದೇಶದಲ್ಲಿ ಮಾತ್ರ ಸಾವಯವ ಪದ್ಧತಿಯಲ್ಲಿ ಕೃಷಿ ಮಾಡಲಾಗುತ್ತಿದೆ. ಸಾವಯವ ಕೃಷಿ ಹೆಚ್ಚಿನ ಹಣ ಬೇಕಿಲ್ಲ ಹಾಗೂ ಇತರೆ ಕೃಷಿಯಷ್ಟೇ ಲಾಭ ಸಿಗುತ್ತದೆ. ರೈತರಿಗೆ ಹಾಗೂ ನೈಸರ್ಗಿಕ ಕೃಷಿ ಉತ್ತೇಜನ ಸಂಬಂಧ ತರಬೇತಿ ನೀಡುವ ಸಿ.ಆರ್.ಪಿ & ಡಿ.ಆರ್.ಪಿ.ಗಳು ಸಾವಯವ ಕೃಷಿಯ ಬಗ್ಗೆ ರೈತರಿಗೆ ಹೆಚ್ಚಿನ ಜಾಗೃತಿ ಮೂಡಿಸಬೇಕು ಎಂದರು. ಕೃಷಿ ವಿಶ್ವವಿದ್ಯಾಲಯದ ವಿಸ್ತರಣಾ ನಿರ್ದೇಶಕರು, ಜಂಟಿ ಕೃಷಿ ನಿರ್ದೇಶಕರು, ಕೃಷಿ ತಜ್ಞರು ಹಾಗೂ ಪ್ರಗತಿಪರ ರೈತರು ಉಪಸ್ಥಿತರಿದ್ದರು. ಜಿಲ್ಲಾ ಪಂಚಾಯತ್ ಉಪ ಕಾರ್ಯದರ್ಶಿ, ಕೃಷಿ ಇಲಾಖೆಯ ಅಧಿಕಾರಿಗಳು ಹಾಗೂ ಸಿ.ಆರ್.ಪಿ & ಡಿ.ಆರ್.ಪಿ.ಗಳು ಉಪಸ್ಥಿತರಿದ್ದರು.	[584, 1201, 1251, 1406]
